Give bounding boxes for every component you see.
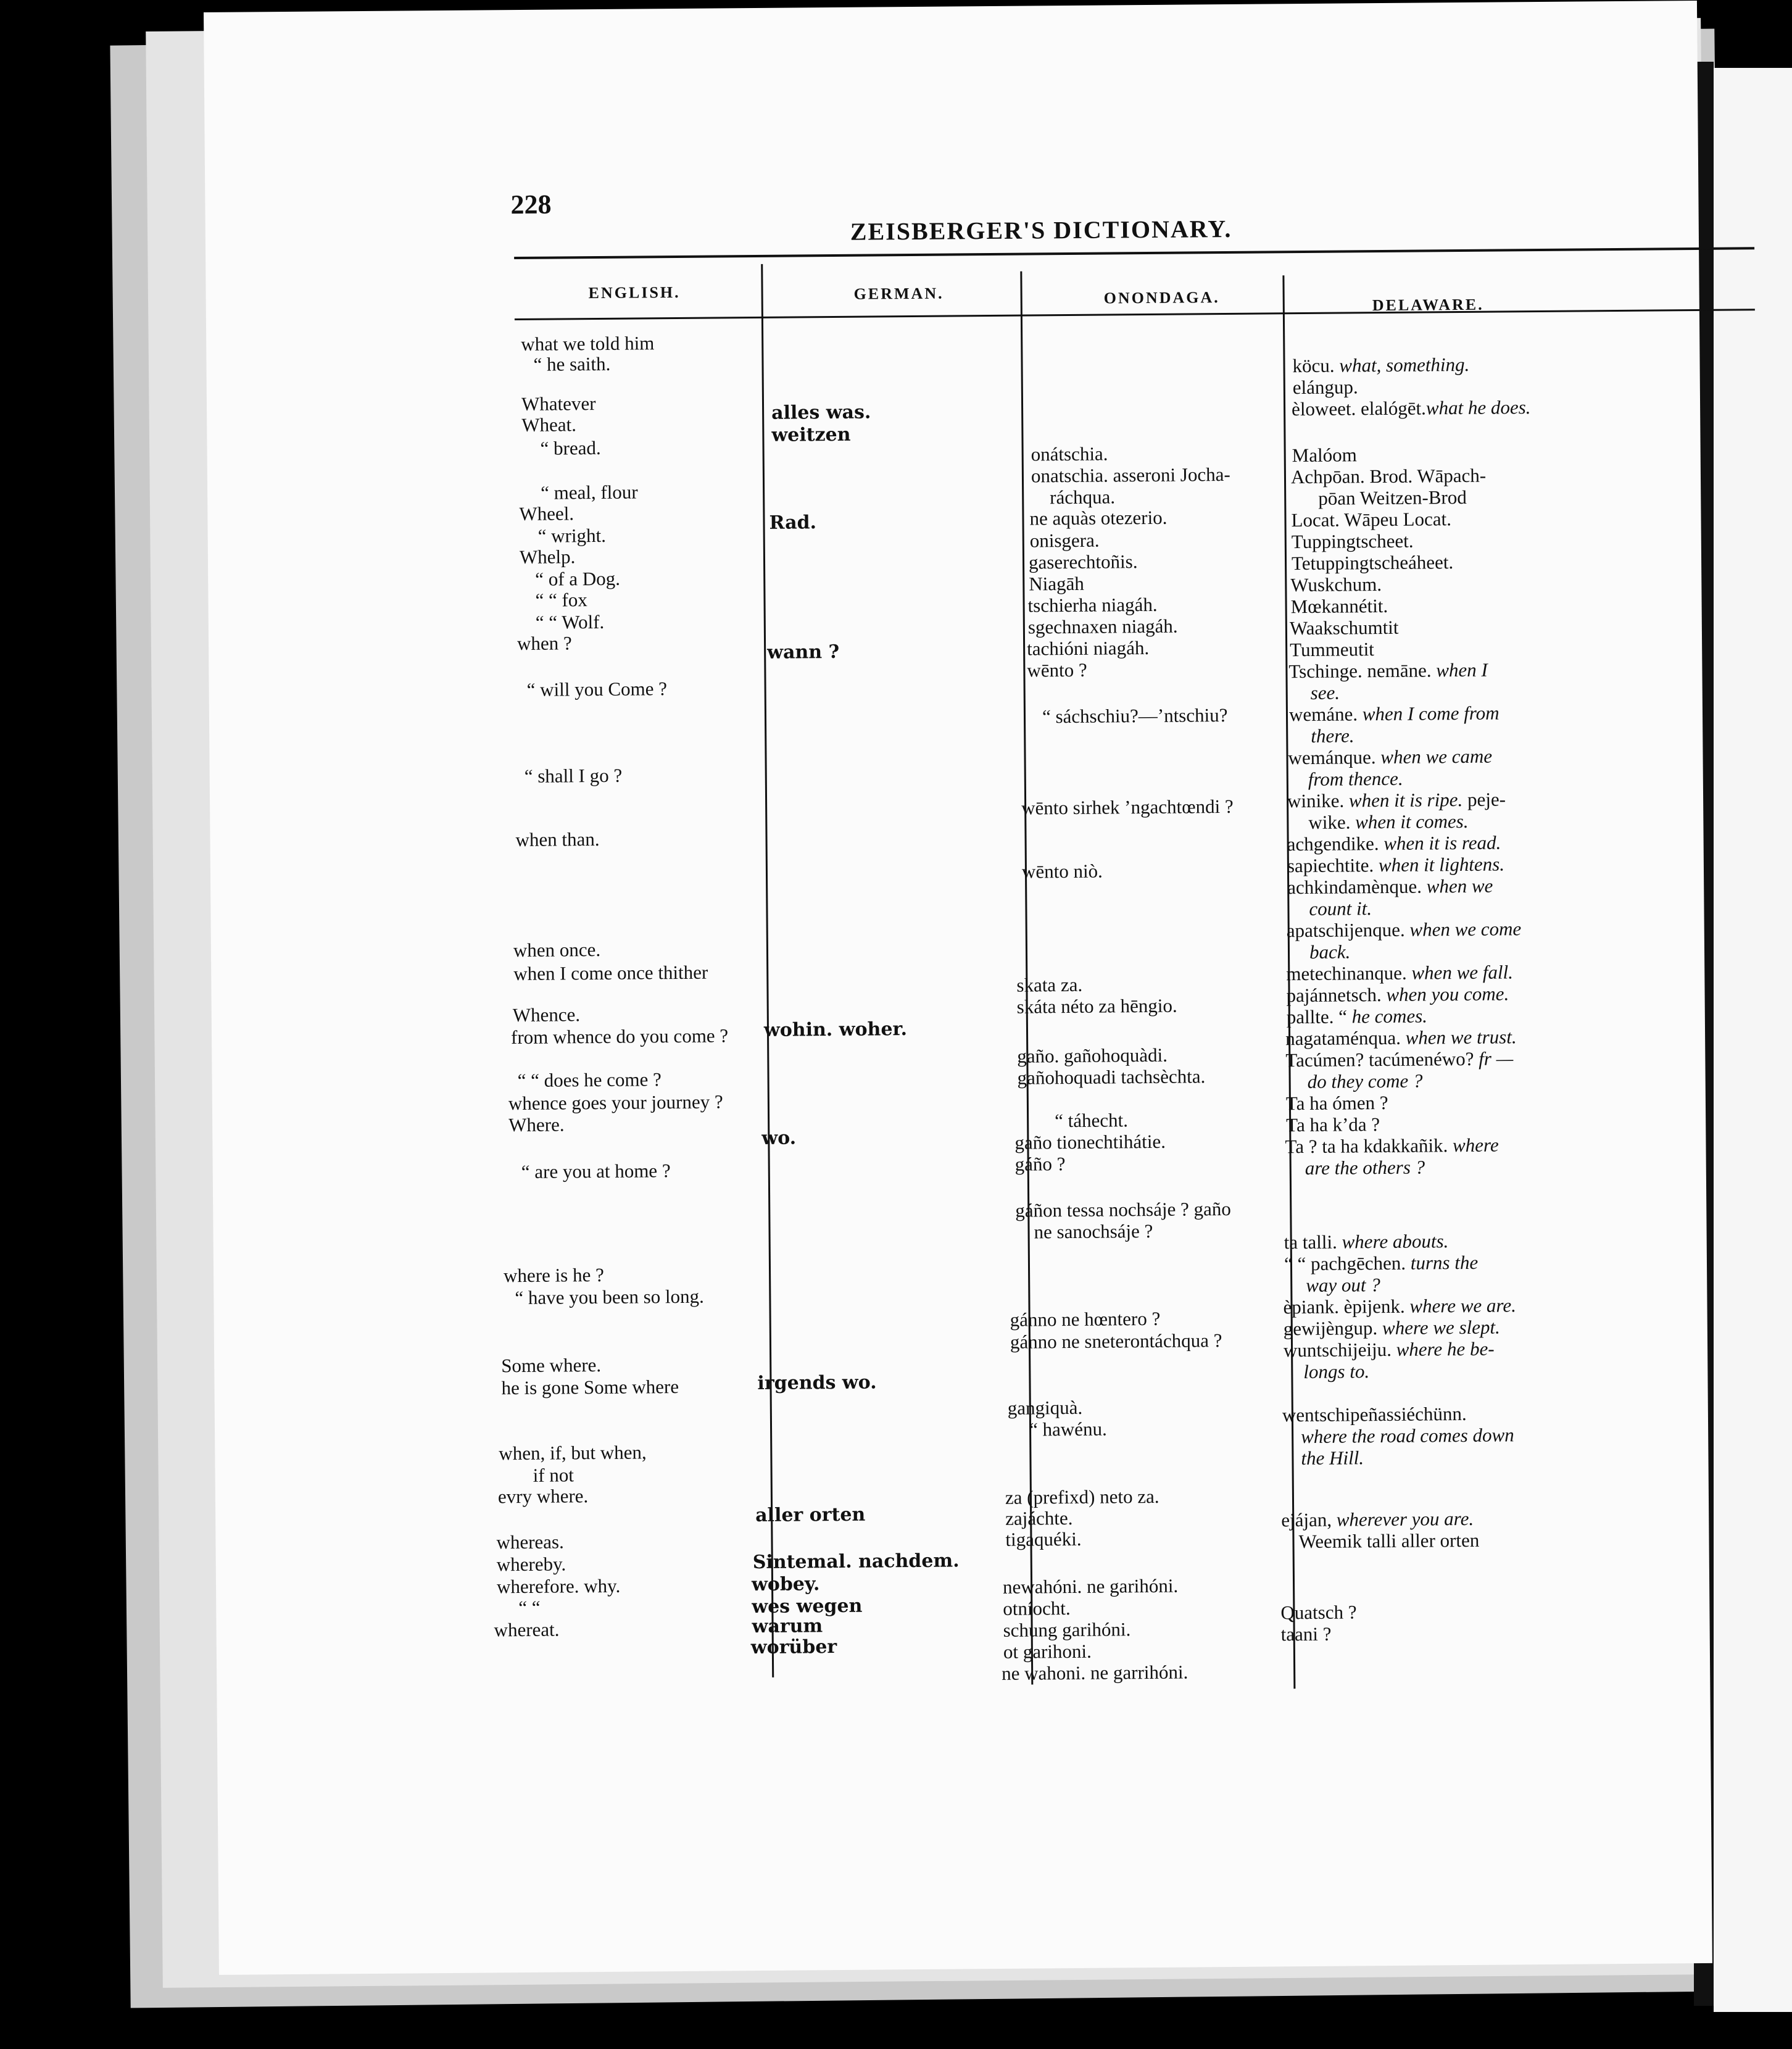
- delaware-gloss: do they come ?: [1307, 1070, 1423, 1093]
- english-entry: if not: [533, 1464, 575, 1486]
- onondaga-entry: tachióni niagáh.: [1027, 636, 1150, 660]
- delaware-entry: [1286, 1114, 1380, 1136]
- onondaga-entry: onisgera.: [1029, 529, 1100, 552]
- delaware-text: Achpōan. Brod. Wāpach-: [1290, 464, 1487, 488]
- delaware-gloss: are the others ?: [1305, 1156, 1425, 1179]
- delaware-gloss: when we fall.: [1411, 961, 1514, 984]
- delaware-text: winike.: [1287, 789, 1350, 812]
- column-head-rule: [515, 309, 1755, 320]
- delaware-text: Ta ha k’da ?: [1286, 1113, 1380, 1136]
- delaware-entry: [1318, 487, 1467, 509]
- delaware-gloss: when we: [1426, 875, 1493, 897]
- english-entry: “ meal, flour: [540, 481, 638, 504]
- onondaga-entry: onátschia.: [1031, 443, 1108, 465]
- delaware-text: Tacúmen? tacúmenéwo?: [1285, 1047, 1479, 1071]
- delaware-text: èpiank. èpijenk.: [1283, 1295, 1410, 1318]
- delaware-entry: [1292, 531, 1414, 553]
- page-number: 228: [510, 189, 552, 220]
- german-entry: Sintemal. nachdem.: [752, 1550, 960, 1574]
- english-entry: whence goes your journey ?: [508, 1091, 723, 1115]
- delaware-text: gewijèngup.: [1283, 1317, 1383, 1340]
- delaware-entry: [1284, 1231, 1449, 1253]
- onondaga-entry: wēnto sirhek ’ngachtœndi ?: [1021, 795, 1234, 819]
- delaware-text: wemáne.: [1288, 703, 1363, 726]
- delaware-entry: [1281, 1624, 1332, 1645]
- delaware-entry: [1290, 617, 1399, 639]
- delaware-gloss: where we are.: [1409, 1294, 1517, 1317]
- delaware-gloss: way out ?: [1306, 1274, 1380, 1297]
- delaware-gloss: when it comes.: [1354, 810, 1469, 833]
- delaware-entry: [1291, 509, 1451, 531]
- english-entry: when than.: [515, 828, 600, 851]
- delaware-gloss: turns the: [1410, 1251, 1479, 1274]
- delaware-entry: [1285, 1135, 1498, 1158]
- delaware-text: èloweet. elalógēt.: [1291, 397, 1426, 420]
- onondaga-entry: ne aquàs otezerio.: [1029, 506, 1168, 530]
- delaware-entry: [1285, 1048, 1513, 1071]
- delaware-gloss: where the road comes down: [1301, 1424, 1514, 1448]
- delaware-entry: [1290, 574, 1382, 596]
- onondaga-entry: skáta néto za hēngio.: [1016, 994, 1177, 1018]
- delaware-text: wike.: [1308, 811, 1356, 833]
- german-entry: aller orten: [755, 1503, 866, 1527]
- delaware-text: peje-: [1467, 788, 1506, 810]
- english-entry: Wheat.: [521, 414, 577, 436]
- onondaga-entry: tschierha niagáh.: [1027, 593, 1158, 617]
- delaware-gloss: when it lightens.: [1378, 853, 1505, 876]
- delaware-text: nagataménqua.: [1285, 1026, 1406, 1050]
- english-entry: “ bread.: [540, 436, 601, 459]
- english-entry: when, if, but when,: [499, 1441, 647, 1465]
- delaware-entry: [1292, 444, 1357, 466]
- onondaga-entry: ne sanochsáje ?: [1034, 1220, 1153, 1243]
- delaware-entry: [1285, 1026, 1517, 1049]
- header-rule: [514, 247, 1754, 259]
- delaware-entry: [1287, 876, 1493, 899]
- delaware-gloss: when we trust.: [1405, 1026, 1517, 1049]
- onondaga-entry: “ sáchschiu?—’ntschiu?: [1042, 704, 1228, 728]
- english-entry: Whatever: [521, 393, 596, 415]
- delaware-entry: [1288, 660, 1488, 683]
- onondaga-entry: za (prefixd) neto za.: [1005, 1485, 1159, 1508]
- onondaga-entry: gaño tionechtihátie.: [1014, 1130, 1166, 1153]
- english-entry: “ “ fox: [535, 589, 587, 611]
- onondaga-entry: tigaquéki.: [1005, 1527, 1082, 1550]
- onondaga-entry: gañohoquadi tachsèchta.: [1017, 1065, 1206, 1089]
- delaware-entry: [1282, 1403, 1467, 1426]
- delaware-gloss: longs to.: [1303, 1360, 1370, 1383]
- english-entry: whereas.: [496, 1531, 564, 1553]
- delaware-gloss: he comes.: [1351, 1005, 1428, 1028]
- delaware-text: sapiechtite.: [1287, 854, 1379, 877]
- onondaga-entry: schung garihóni.: [1003, 1618, 1131, 1641]
- delaware-entry: [1293, 376, 1358, 398]
- delaware-text: Ta ha ómen ?: [1285, 1091, 1388, 1115]
- delaware-gloss: fr —: [1479, 1047, 1514, 1070]
- german-entry: wobey.: [751, 1573, 820, 1596]
- delaware-text: metechinanque.: [1286, 962, 1412, 985]
- delaware-text: pajánnetsch.: [1286, 983, 1387, 1007]
- column-head-english: ENGLISH.: [588, 283, 681, 302]
- english-entry: “ “ Wolf.: [535, 610, 605, 633]
- delaware-text: Tuppingtscheet.: [1291, 530, 1414, 553]
- delaware-entry: [1284, 1317, 1500, 1340]
- delaware-text: achgendike.: [1287, 833, 1384, 855]
- delaware-entry: [1286, 983, 1509, 1006]
- onondaga-entry: gáño ?: [1014, 1153, 1066, 1175]
- onondaga-entry: otníocht.: [1003, 1597, 1071, 1619]
- delaware-text: Mœkannétit.: [1290, 594, 1388, 618]
- delaware-entry: [1306, 1274, 1380, 1296]
- facing-page-edge: [1714, 68, 1792, 2012]
- delaware-entry: [1308, 1071, 1423, 1092]
- column-head-delaware: DELAWARE.: [1372, 295, 1484, 315]
- onondaga-entry: wēnto niò.: [1021, 860, 1103, 883]
- onondaga-entry: “ hawénu.: [1029, 1418, 1107, 1440]
- delaware-entry: [1292, 552, 1453, 574]
- english-entry: whereat.: [494, 1618, 560, 1641]
- english-entry: “ are you at home ?: [521, 1160, 671, 1183]
- english-entry: Whelp.: [519, 546, 576, 568]
- delaware-gloss: when we come: [1409, 918, 1522, 941]
- delaware-entry: [1290, 596, 1388, 617]
- delaware-text: “ “ pachgēchen.: [1284, 1252, 1411, 1275]
- onondaga-entry: ráchqua.: [1050, 486, 1116, 509]
- english-entry: from whence do you come ?: [510, 1024, 729, 1049]
- delaware-text: wemánque.: [1288, 746, 1381, 769]
- delaware-gloss: what, something.: [1339, 353, 1470, 376]
- column-head-onondaga: ONONDAGA.: [1103, 288, 1220, 307]
- delaware-entry: [1288, 746, 1492, 769]
- column-head-german: GERMAN.: [853, 284, 944, 303]
- delaware-text: Tummeutit: [1290, 638, 1374, 661]
- delaware-entry: [1291, 465, 1486, 488]
- delaware-text: köcu.: [1292, 354, 1340, 377]
- delaware-text: Waakschumtit: [1289, 616, 1399, 639]
- onondaga-entry: zajáchte.: [1005, 1507, 1073, 1529]
- english-entry: evry where.: [497, 1485, 589, 1508]
- delaware-entry: [1290, 639, 1374, 660]
- delaware-text: Locat. Wāpeu Locat.: [1291, 508, 1452, 531]
- delaware-text: pallte. “: [1286, 1005, 1352, 1028]
- german-entry: Rad.: [769, 512, 817, 534]
- delaware-text: Tetuppingtscheáheet.: [1291, 551, 1454, 575]
- delaware-entry: [1281, 1508, 1474, 1531]
- delaware-entry: [1287, 918, 1522, 941]
- delaware-text: Wuskchum.: [1290, 573, 1382, 596]
- onondaga-entry: onatschia. asseroni Jocha-: [1031, 463, 1230, 487]
- delaware-gloss: when it is read.: [1383, 831, 1501, 855]
- delaware-text: elángup.: [1292, 376, 1358, 399]
- english-entry: Whence.: [512, 1004, 581, 1026]
- english-entry: “ have you been so long.: [515, 1285, 704, 1309]
- onondaga-entry: ne wahoni. ne garrihóni.: [1002, 1661, 1188, 1684]
- onondaga-entry: gáñon tessa nochsáje ? gaño: [1015, 1197, 1231, 1221]
- delaware-text: ejájan,: [1281, 1508, 1337, 1531]
- delaware-text: pōan Weitzen-Brod: [1318, 486, 1467, 509]
- english-entry: “ “: [518, 1596, 541, 1619]
- delaware-text: Ta ? ta ha kdakkañik.: [1285, 1134, 1453, 1158]
- delaware-gloss: when you come.: [1386, 983, 1509, 1005]
- delaware-entry: [1283, 1295, 1516, 1318]
- delaware-gloss: see.: [1310, 681, 1340, 704]
- delaware-entry: [1311, 725, 1354, 747]
- delaware-text: ta talli.: [1284, 1231, 1342, 1253]
- delaware-text: taani ?: [1280, 1623, 1332, 1645]
- delaware-gloss: when we came: [1380, 745, 1493, 768]
- delaware-gloss: wherever you are.: [1336, 1507, 1474, 1531]
- onondaga-entry: ot garihoni.: [1003, 1640, 1092, 1663]
- delaware-entry: [1287, 833, 1501, 855]
- delaware-entry: [1298, 1530, 1479, 1552]
- english-entry: “ of a Dog.: [535, 567, 621, 590]
- delaware-entry: [1287, 1005, 1427, 1028]
- english-entry: he is gone Some where: [501, 1376, 679, 1399]
- onondaga-entry: gangiquà.: [1007, 1396, 1083, 1419]
- delaware-gloss: where he be-: [1396, 1337, 1495, 1360]
- delaware-gloss: when I: [1436, 659, 1488, 681]
- delaware-text: Malóom: [1292, 444, 1357, 467]
- english-entry: when ?: [516, 632, 572, 655]
- onondaga-entry: wēnto ?: [1027, 659, 1087, 681]
- onondaga-entry: gaserechtoñis.: [1028, 551, 1138, 573]
- delaware-gloss: where we slept.: [1382, 1316, 1500, 1339]
- delaware-text: apatschijenque.: [1286, 918, 1410, 942]
- german-entry: wann ?: [767, 641, 840, 663]
- onondaga-entry: gánno ne sneterontáchqua ?: [1010, 1329, 1222, 1353]
- running-head: ZEISBERGER'S DICTIONARY.: [850, 214, 1232, 246]
- onondaga-entry: gánno ne hœntero ?: [1010, 1307, 1161, 1331]
- delaware-text: Weemik talli aller orten: [1298, 1529, 1480, 1553]
- english-entry: Wheel.: [519, 502, 575, 525]
- english-entry: wherefore. why.: [496, 1574, 621, 1598]
- german-entry: worüber: [750, 1636, 837, 1659]
- german-entry: wo.: [761, 1127, 797, 1149]
- german-entry: irgends wo.: [757, 1371, 877, 1395]
- delaware-entry: [1286, 962, 1513, 984]
- delaware-gloss: where: [1452, 1134, 1499, 1157]
- delaware-text: wentschipeñassiéchünn.: [1282, 1402, 1467, 1426]
- english-entry: “ will you Come ?: [526, 678, 668, 700]
- delaware-gloss: what he does.: [1425, 396, 1531, 419]
- delaware-entry: [1305, 1157, 1425, 1179]
- english-entry: where is he ?: [503, 1263, 604, 1287]
- onondaga-entry: sgechnaxen niagáh.: [1027, 615, 1178, 638]
- onondaga-entry: newahóni. ne garihóni.: [1002, 1574, 1179, 1598]
- english-entry: Some where.: [501, 1354, 602, 1377]
- delaware-entry: [1284, 1252, 1478, 1274]
- onondaga-entry: “ táhecht.: [1055, 1109, 1129, 1132]
- delaware-entry: [1301, 1424, 1514, 1447]
- delaware-entry: [1286, 1092, 1388, 1114]
- column-divider-1: [761, 264, 774, 1677]
- delaware-entry: [1308, 768, 1403, 790]
- english-entry: “ he saith.: [533, 352, 611, 375]
- delaware-entry: [1309, 941, 1351, 963]
- english-entry: when once.: [513, 938, 601, 962]
- delaware-text: achkindamènque.: [1287, 875, 1427, 899]
- onondaga-entry: gaño. gañohoquàdi.: [1017, 1044, 1168, 1067]
- english-entry: whereby.: [496, 1553, 566, 1576]
- german-entry: warum: [752, 1615, 823, 1638]
- onondaga-entry: Niagāh: [1029, 572, 1084, 595]
- german-entry: wohin. woher.: [763, 1018, 908, 1041]
- delaware-gloss: there.: [1311, 725, 1354, 747]
- delaware-entry: [1287, 854, 1504, 876]
- english-entry: what we told him: [521, 332, 655, 355]
- delaware-gloss: the Hill.: [1301, 1447, 1364, 1469]
- delaware-entry: [1309, 898, 1372, 920]
- delaware-text: Tschinge. nemāne.: [1288, 659, 1437, 683]
- german-entry: weitzen: [771, 423, 851, 446]
- english-entry: “ “ does he come ?: [517, 1068, 662, 1092]
- delaware-entry: [1284, 1339, 1495, 1361]
- delaware-gloss: back.: [1309, 941, 1351, 963]
- german-entry: alles was.: [771, 401, 871, 424]
- delaware-entry: [1308, 811, 1468, 833]
- delaware-entry: [1292, 354, 1469, 376]
- delaware-entry: [1311, 683, 1340, 704]
- delaware-text: Quatsch ?: [1280, 1601, 1357, 1624]
- delaware-gloss: count it.: [1309, 897, 1372, 920]
- german-entry: wes wegen: [752, 1595, 863, 1618]
- delaware-entry: [1292, 397, 1531, 420]
- delaware-gloss: where abouts.: [1342, 1230, 1449, 1253]
- delaware-gloss: when it is ripe.: [1348, 788, 1468, 812]
- onondaga-entry: skata za.: [1016, 973, 1083, 996]
- delaware-entry: [1301, 1447, 1364, 1469]
- delaware-gloss: from thence.: [1308, 767, 1403, 790]
- english-entry: Where.: [508, 1113, 565, 1136]
- english-entry: “ wright.: [537, 524, 607, 547]
- english-entry: “ shall I go ?: [524, 764, 623, 787]
- dictionary-page: [204, 1, 1712, 1975]
- delaware-entry: [1287, 789, 1506, 812]
- delaware-entry: [1303, 1361, 1369, 1382]
- delaware-entry: [1280, 1602, 1356, 1623]
- delaware-entry: [1289, 703, 1500, 726]
- delaware-gloss: when I come from: [1362, 702, 1500, 725]
- delaware-text: wuntschijeiju.: [1283, 1338, 1396, 1361]
- english-entry: when I come once thither: [513, 961, 708, 985]
